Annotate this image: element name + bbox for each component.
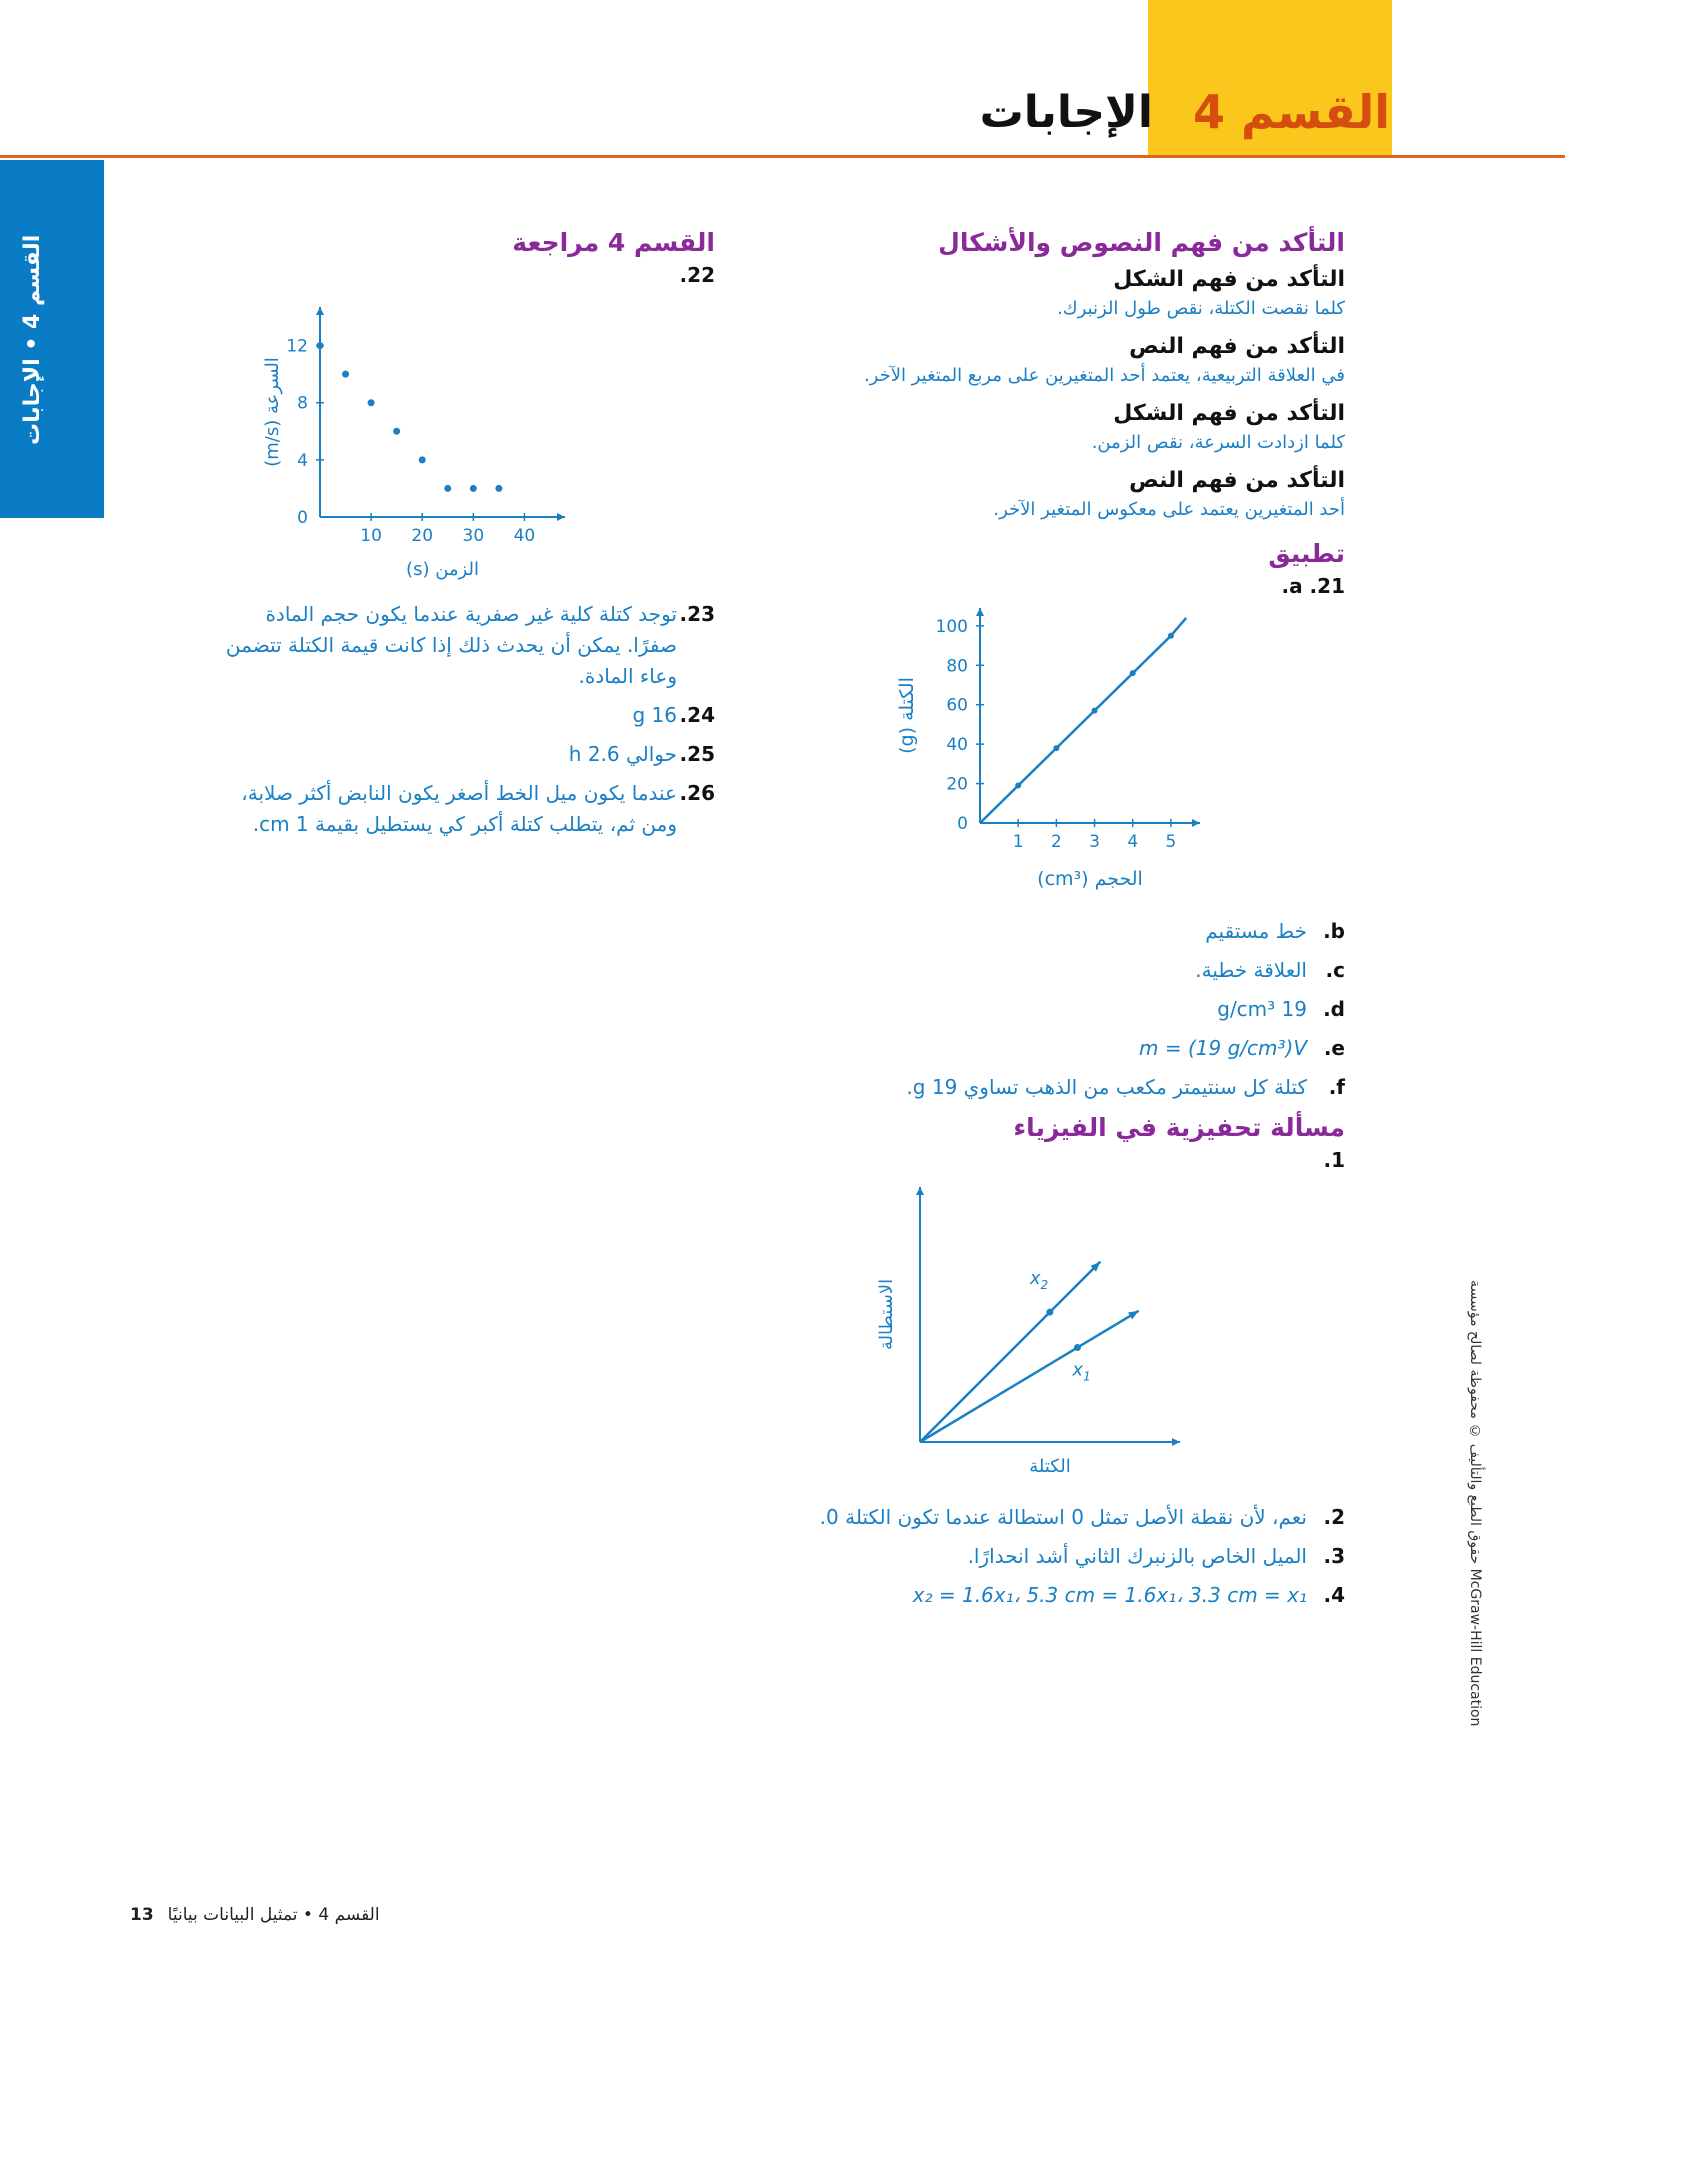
data-point [1074,1344,1081,1351]
x-tick-label: 30 [462,526,485,546]
data-point [470,485,477,492]
series-line [920,1262,1100,1442]
mass-y-arrow [976,608,984,616]
mass-volume-chart [885,598,1225,916]
elong-y-arrow [916,1187,924,1195]
section-heading: التأكد من فهم النصوص والأشكال [938,228,1345,257]
series-label: $x_2$ [1029,1268,1049,1293]
check-answer: كلما ازدادت السرعة، نقص الزمن. [1091,432,1345,453]
data-line [980,618,1186,823]
series-line [920,1311,1139,1442]
header-rule [0,155,1565,158]
x-tick-label: 40 [513,526,536,546]
data-point [342,371,349,378]
check-title: التأكد من فهم الشكل [1113,401,1345,426]
item-answer: m = (19 g/cm³)V [1139,1036,1307,1060]
item-label: 2. [1323,1505,1345,1529]
y-tick-label: 20 [946,774,968,795]
y-tick-label: 8 [297,393,308,414]
item-label: 4. [1323,1583,1345,1607]
item-answer: كتلة كل سنتيمتر مكعب من الذهب تساوي 19 g. [906,1075,1307,1099]
speed-time-chart-wrap [210,287,715,587]
item-label: 23. [679,602,715,626]
page-number: 13 [130,1905,154,1925]
right-column [790,228,1345,1619]
mass-x-arrow [1192,819,1200,827]
question-number: 1. [1323,1148,1345,1172]
data-point [419,456,426,463]
item-label: 25. [679,742,715,766]
x-axis-label: الزمن (s) [406,559,479,580]
series-label: $x_1$ [1072,1359,1091,1384]
item-answer: 16 g [632,703,677,727]
copyright-note: حقوق الطبع والتأليف © محفوظة لصالح مؤسسة McGraw-Hill Education [1467,1280,1483,1727]
item-answer: عندما يكون ميل الخط أصغر يكون النابض أكثر صلابة، ومن ثم، يتطلب كتلة أكبر كي يستطيل بقيمة 1 cm. [241,781,677,836]
x-tick-label: 3 [1089,832,1100,852]
speed-x-arrow [557,513,565,521]
item-label: d. [1323,997,1345,1021]
y-tick-label: 0 [957,814,968,834]
data-point [1130,670,1136,676]
y-tick-label: 12 [286,336,308,357]
item-label: b. [1323,919,1345,943]
section-label: القسم 4 [1192,85,1390,139]
item-answer: نعم، لأن نقطة الأصل تمثل 0 استطالة عندما تكون الكتلة 0. [819,1505,1307,1529]
item-answer: توجد كتلة كلية غير صفرية عندما يكون حجم المادة صفرًا. يمكن أن يحدث ذلك إذا كانت قيمة الكتلة تتضمن وعاء المادة. [225,602,677,688]
review-heading: القسم 4 مراجعة [512,228,715,257]
x-tick-label: 20 [411,526,434,546]
page-footer [130,1905,450,1925]
item-label: f. [1328,1075,1345,1099]
y-tick-label: 100 [935,616,968,637]
check-answer: كلما نقصت الكتلة، نقص طول الزنبرك. [1057,298,1345,319]
x-tick-label: 1 [1012,832,1024,852]
elong-x-arrow [1172,1438,1180,1446]
data-point [1168,633,1174,639]
speed-y-arrow [316,307,324,315]
y-tick-label: 60 [946,695,968,716]
data-point [1046,1309,1053,1316]
data-point [495,485,502,492]
y-axis-label: السرعة (m/s) [262,357,283,467]
x-tick-label: 2 [1050,832,1062,852]
item-label: 24. [679,703,715,727]
check-title: التأكد من فهم الشكل [1113,267,1345,292]
data-point [1015,783,1021,789]
speed-time-chart [250,287,580,587]
y-axis-label: الكتلة (g) [896,677,918,754]
header [930,82,1390,142]
check-answer: في العلاقة التربيعية، يعتمد أحد المتغيرين على مربع المتغير الآخر. [863,365,1345,386]
y-tick-label: 0 [297,508,308,528]
item-answer: حوالي 2.6 h [568,742,677,766]
data-point [1053,745,1059,751]
series-arrow [1128,1311,1139,1320]
practice-heading: تطبيق [1268,539,1345,568]
data-point [368,399,375,406]
data-point [393,428,400,435]
side-tab-label: القسم 4 • الإجابات [20,234,45,446]
mass-volume-chart-wrap [790,598,1345,916]
x-axis-label: الكتلة [1029,1456,1071,1477]
item-answer: الميل الخاص بالزنبرك الثاني أشد انحدارًا. [967,1544,1307,1568]
question-number: 22. [679,263,715,287]
elongation-chart-wrap [790,1172,1345,1502]
y-tick-label: 4 [297,450,308,471]
elongation-mass-chart [860,1172,1180,1502]
item-label: e. [1323,1036,1345,1060]
item-label: 3. [1323,1544,1345,1568]
left-column [210,228,715,848]
item-label: 26. [679,781,715,805]
data-point [1092,708,1098,714]
check-title: التأكد من فهم النص [1129,468,1345,493]
item-answer: 19 g/cm³ [1217,997,1307,1021]
item-answer: خط مستقيم [1205,919,1307,943]
check-title: التأكد من فهم النص [1129,334,1345,359]
item-answer: العلاقة خطية. [1195,958,1307,982]
data-point [444,485,451,492]
page-title: الإجابات [979,86,1153,138]
item-label: c. [1325,958,1345,982]
x-tick-label: 4 [1127,832,1139,852]
check-answer: أحد المتغيرين يعتمد على معكوس المتغير الآخر. [993,499,1345,520]
y-tick-label: 40 [946,735,968,756]
x-tick-label: 5 [1165,832,1177,852]
footer-text: القسم 4 • تمثيل البيانات بيانيًا [167,1905,380,1925]
x-axis-label: الحجم (cm³) [1037,868,1143,890]
question-number: 21. a. [1281,574,1345,598]
y-axis-label: الاستطالة [876,1278,897,1351]
challenge-heading: مسألة تحفيزية في الفيزياء [1013,1113,1345,1142]
item-answer: x₂ = 1.6x₁، 5.3 cm = 1.6x₁، 3.3 cm = x₁ [912,1583,1307,1607]
y-tick-label: 80 [946,656,968,677]
data-point [317,342,324,349]
x-tick-label: 10 [360,526,382,546]
